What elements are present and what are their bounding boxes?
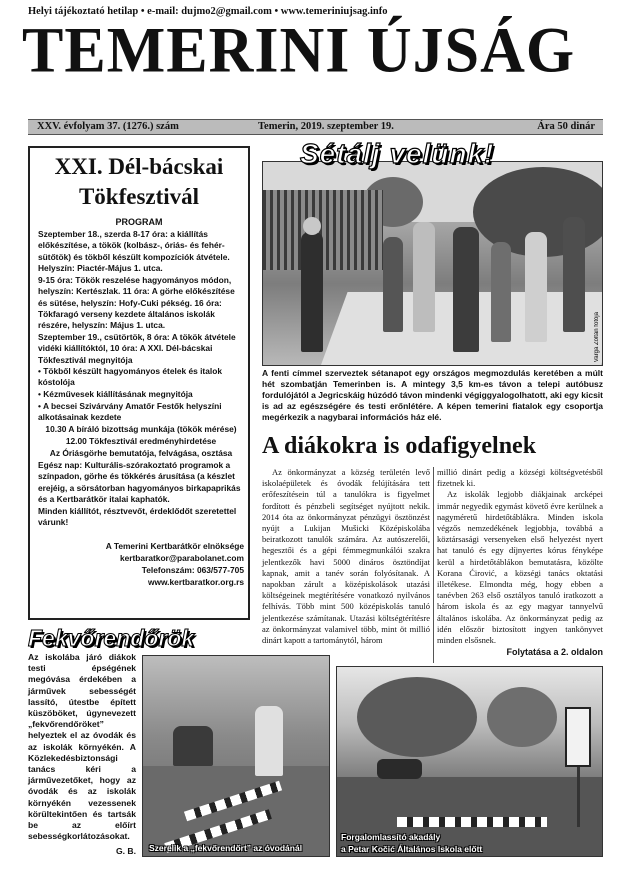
- tagline: Helyi tájékoztató hetilap • e-mail: dujmo2@gmail.com • www.temeriniujsag.info: [28, 6, 388, 17]
- photo-person: [525, 232, 547, 342]
- photo-person: [301, 232, 323, 352]
- photo-fence: [263, 190, 383, 270]
- photo-caption: Forgalomlassító akadály: [341, 832, 441, 842]
- issue-info-bar: [28, 119, 603, 135]
- signature-email: kertbaratkor@parabolanet.com: [119, 553, 244, 563]
- price: Ára 50 dinár: [537, 121, 595, 132]
- signature-website: www.kertbaratkor.org.rs: [147, 577, 244, 587]
- photo-person: [303, 217, 321, 235]
- article-paragraph: millió dinárt pedig a községi költségvetésből fizetnek ki.: [437, 467, 603, 489]
- program-item: • Kézművesek kiállításának megnyitója: [38, 389, 193, 399]
- continued-note: Folytatása a 2. oldalon: [506, 647, 603, 657]
- festival-title-2: Tökfesztivál: [78, 184, 200, 209]
- photo-machine: [173, 726, 213, 766]
- program-paragraph: Egész nap: Kulturális-szórakoztató programok a színpadon, görhe és tökkérés árusítása (a készlet erejéig, a sörsátorban hagyományos birkapaprikás és a Kertbarátkör italai kaphatók.: [38, 460, 241, 504]
- photo-person: [383, 237, 403, 332]
- article-paragraph: Az iskolák legjobb diákjainak arcképei immár negyedik egymást követő évre kerülnek a nagyméretű hirdetőtáblákra. Minden iskola végzős nemzedékének legjobbja, továbbá a köztársasági versenyeken első helyezést nyert hat tanuló és egy díjnyertes kórus fényképe kerül a hirdetőtáblákon bemutatásra, közölte Korana Ćirović, a községi tanács oktatási illetékese. Elmondta még, hogy ebben a tanévben 263 első osztályos tanuló iratkozott a három iskola és az egy magyar tannyelvű általános iskolába. Az önkormányzat pedig az idén először biztosított ingyen tankönyvet minden elsősnek.: [437, 489, 603, 646]
- photo-person: [453, 227, 479, 352]
- article-column-2: [437, 467, 603, 646]
- program-label: PROGRAM: [115, 217, 163, 227]
- photo-person: [491, 242, 511, 342]
- issue-date: Temerin, 2019. szeptember 19.: [258, 121, 394, 132]
- walk-photo: [262, 161, 603, 366]
- program-item: Az Óriásgörhe bemutatója, felvágása, osztása: [49, 448, 233, 458]
- article-column-1: [262, 467, 430, 646]
- program-item: 12.00 Tökfesztivál eredményhirdetése: [65, 436, 217, 446]
- photo-car: [377, 759, 422, 779]
- program-item: • Tökből készült hagyományos ételek és italok kóstolója: [38, 366, 222, 388]
- program-paragraph: 9-15 óra: Tökök reszelése hagyományos módon, helyszín: Kertészlak. 11 óra: A görhe előkészítése és sütése, helyszín: Hofy-Cuki pékség. 16 óra: Tökfaragó verseny kezdete általános iskolák részére, helyszín: Május 1. utca.: [38, 275, 235, 331]
- photo-caption: a Petar Kočić Általános Iskola előtt: [341, 844, 483, 854]
- signature-phone: Telefonszám: 063/577-705: [141, 565, 244, 575]
- bump-photo-school: [336, 666, 603, 857]
- signature: A Temerini Kertbarátkör elnöksége: [105, 541, 244, 551]
- bump-photo-kindergarten: [142, 655, 330, 857]
- festival-box: [28, 146, 250, 620]
- sign-post: [577, 767, 580, 827]
- photo-person: [413, 222, 435, 332]
- program-item: 10.30 A bíráló bizottság munkája (tökök mérése): [45, 424, 237, 434]
- festival-title: XXI. Dél-bácskai: [54, 154, 224, 179]
- walk-title: Sétálj velünk!: [300, 138, 495, 169]
- traffic-sign: [565, 707, 591, 767]
- speed-bump: [397, 817, 547, 827]
- photo-worker: [255, 706, 283, 776]
- program-paragraph: Szeptember 18., szerda 8-17 óra: a kiállítás előkészítése, a tökök (kolbász-, óriás- és fehér-sütőtök) és tökből készült kompozíciók átvétele. Helyszín: Piactér-Május 1. utca.: [38, 229, 230, 273]
- bumps-title: Fekvőrendőrök: [28, 625, 195, 651]
- article-paragraph: Az önkormányzat a község területén levő iskolaépületek és óvodák felújítására tett erőfeszítésein túl a tanulókra is figyelmet fordított és pénzbeli segítséget nyújtott nekik. 2014 óta az önkormányzat pénzügyi ösztönzést nyújt a Lukijan Mušicki Középiskolába beiratkozott tanulók számára. Az autószerelői, hegesztői és a gépi fémmegmunkálói szakra jelentkezők havi 5000 dináros ösztöndíjat kapnak, amit a tanév során folyósítanak. A napokban zárult a középiskolások utazási költségeinek megtérítésére vonatkozó nyilvános felhívás. Több mint 500 középiskolás tanuló jelentkezése számítanak. Utazási költségtérítésre az önkormányzat valamivel több, mint öt millió dinárt kapott a tartománytól, három: [262, 467, 430, 646]
- masthead: TEMERINI ÚJSÁG: [22, 15, 576, 87]
- walk-caption: A fenti címmel szerveztek sétanapot egy országos megmozdulás keretében a múlt hét szombatján Temerinben is. A mintegy 3,5 km-es távon a telepi autóbusz fordulójától a Jegricskáig húzódó távon mindenki végiggyalogolhatott, aki egy kicsit is ad az egészségére és testi erőnlétére. A képen temerini fiatalok egy csoportja megérkezik a nagybarai információs ház elé.: [262, 368, 604, 422]
- photo-trees: [487, 687, 557, 747]
- volume-number: XXV. évfolyam 37. (1276.) szám: [37, 121, 179, 132]
- program-item: • A becsei Szivárvány Amatőr Festők helyszíni alkotásainak kezdete: [38, 401, 222, 423]
- photo-trees: [357, 677, 477, 757]
- bumps-text: Az iskolába járó diákok testi épségének megóvása érdekében a járművek sebességét lassító, útestbe épített küszöböket, úgynevezett „fekvőrendőröket” helyeztek el az óvodák és az iskolák környékén. A Közlekedésbiztonsági tanács kéri a járművezetőket, hogy az óvodák és az iskolák környékén vezessenek körültekintően és tartsák be az előírt sebességkorlátozásokat.: [28, 652, 136, 842]
- article-headline: A diákokra is odafigyelnek: [262, 433, 537, 459]
- program-paragraph: Szeptember 19., csütörtök, 8 óra: A tökök átvétele vidéki kiállítóktól, 10 óra: A XXI. Dél-bácskai Tökfesztivál megnyitója: [38, 332, 236, 365]
- program-paragraph: Minden kiállítót, résztvevőt, érdeklődőt szeretettel várunk!: [38, 506, 237, 528]
- photo-person: [563, 217, 585, 332]
- column-divider: [433, 467, 434, 663]
- photo-credit: Varga Zoltán fotója: [594, 312, 600, 363]
- author-initials: G. B.: [115, 846, 136, 856]
- photo-caption: Szerelik a „fekvőrendőrt” az óvodánál: [149, 843, 303, 853]
